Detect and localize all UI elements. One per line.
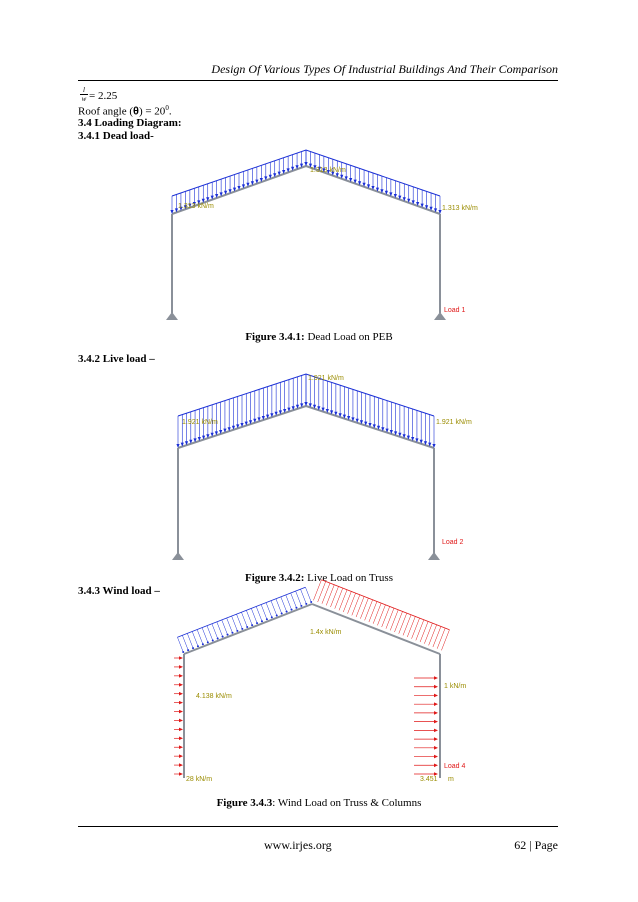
caption-figure-3-4-2 [0, 572, 638, 584]
live-right-label: 1.921 kN/m [436, 419, 472, 426]
wind-left-rafter-arrows [177, 587, 312, 653]
live-left-support-icon [172, 552, 184, 560]
live-left-label: 1.921 kN/m [182, 419, 218, 426]
dead-load-figure [160, 158, 478, 326]
roof-angle-end: . [168, 105, 172, 118]
section-wind-load: 3.4.3 Wind load – [78, 585, 160, 597]
section-live-load: 3.4.2 Live load – [78, 353, 155, 365]
wind-right-rafter-arrows [313, 580, 449, 651]
roof-angle-value: ) = 20 [138, 105, 166, 118]
caption-2-bold: Figure 3.4.2: [245, 572, 305, 584]
section-dead-load: 3.4.1 Dead load- [78, 130, 154, 142]
degree-sup: 0 [165, 104, 169, 112]
footer-site: www.irjes.org [264, 838, 332, 852]
section-loading-diagram: 3.4 Loading Diagram: [78, 117, 182, 129]
live-right-support-icon [428, 552, 440, 560]
header-rule [78, 80, 558, 81]
dead-ridge-label: 1.313 kN/m [310, 167, 346, 174]
caption-figure-3-4-3 [0, 797, 638, 809]
caption-3-rest: : Wind Load on Truss & Columns [272, 797, 422, 809]
live-load-figure [166, 368, 476, 566]
live-load-arrows [176, 374, 435, 448]
roof-angle-label: Roof angle ( [78, 105, 133, 118]
caption-figure-3-4-1 [0, 331, 638, 343]
ratio-numerator: l [83, 86, 85, 94]
wind-right-base-label: 3.451 [420, 776, 438, 783]
wind-right-column-arrows [414, 676, 438, 776]
dead-load-tag: Load 1 [444, 307, 466, 314]
live-load-tag: Load 2 [442, 539, 464, 546]
wind-right-base-suffix: m [448, 776, 454, 783]
caption-1-rest: Dead Load on PEB [304, 331, 393, 343]
wind-left-label: 4.138 kN/m [196, 693, 232, 700]
ratio-fraction [80, 86, 88, 103]
caption-1-bold: Figure 3.4.1: [245, 331, 305, 343]
dead-right-label: 1.313 kN/m [442, 205, 478, 212]
running-header: Design Of Various Types Of Industrial Buildings And Their Comparison [211, 62, 558, 76]
wind-ridge-label: 1.4x kN/m [310, 629, 342, 636]
wind-load-figure [172, 598, 467, 788]
wind-left-base-label: 28 kN/m [186, 776, 213, 783]
caption-3-bold: Figure 3.4.3 [216, 797, 273, 809]
caption-2-rest: Live Load on Truss [304, 572, 393, 584]
footer-rule [78, 826, 558, 827]
wind-load-tag: Load 4 [444, 763, 466, 770]
footer-page: 62 | Page [514, 838, 558, 852]
theta-symbol: θ [132, 105, 139, 118]
live-ridge-label: 1.921 kN/m [308, 375, 344, 382]
left-support-icon [166, 312, 178, 320]
wind-left-column-arrows [174, 656, 183, 776]
ratio-value: = 2.25 [89, 90, 118, 102]
ratio-denominator: w [81, 95, 87, 103]
wind-right-col-label: 1 kN/m [444, 683, 467, 690]
dead-left-label: 1.313 kN/m [178, 203, 214, 210]
